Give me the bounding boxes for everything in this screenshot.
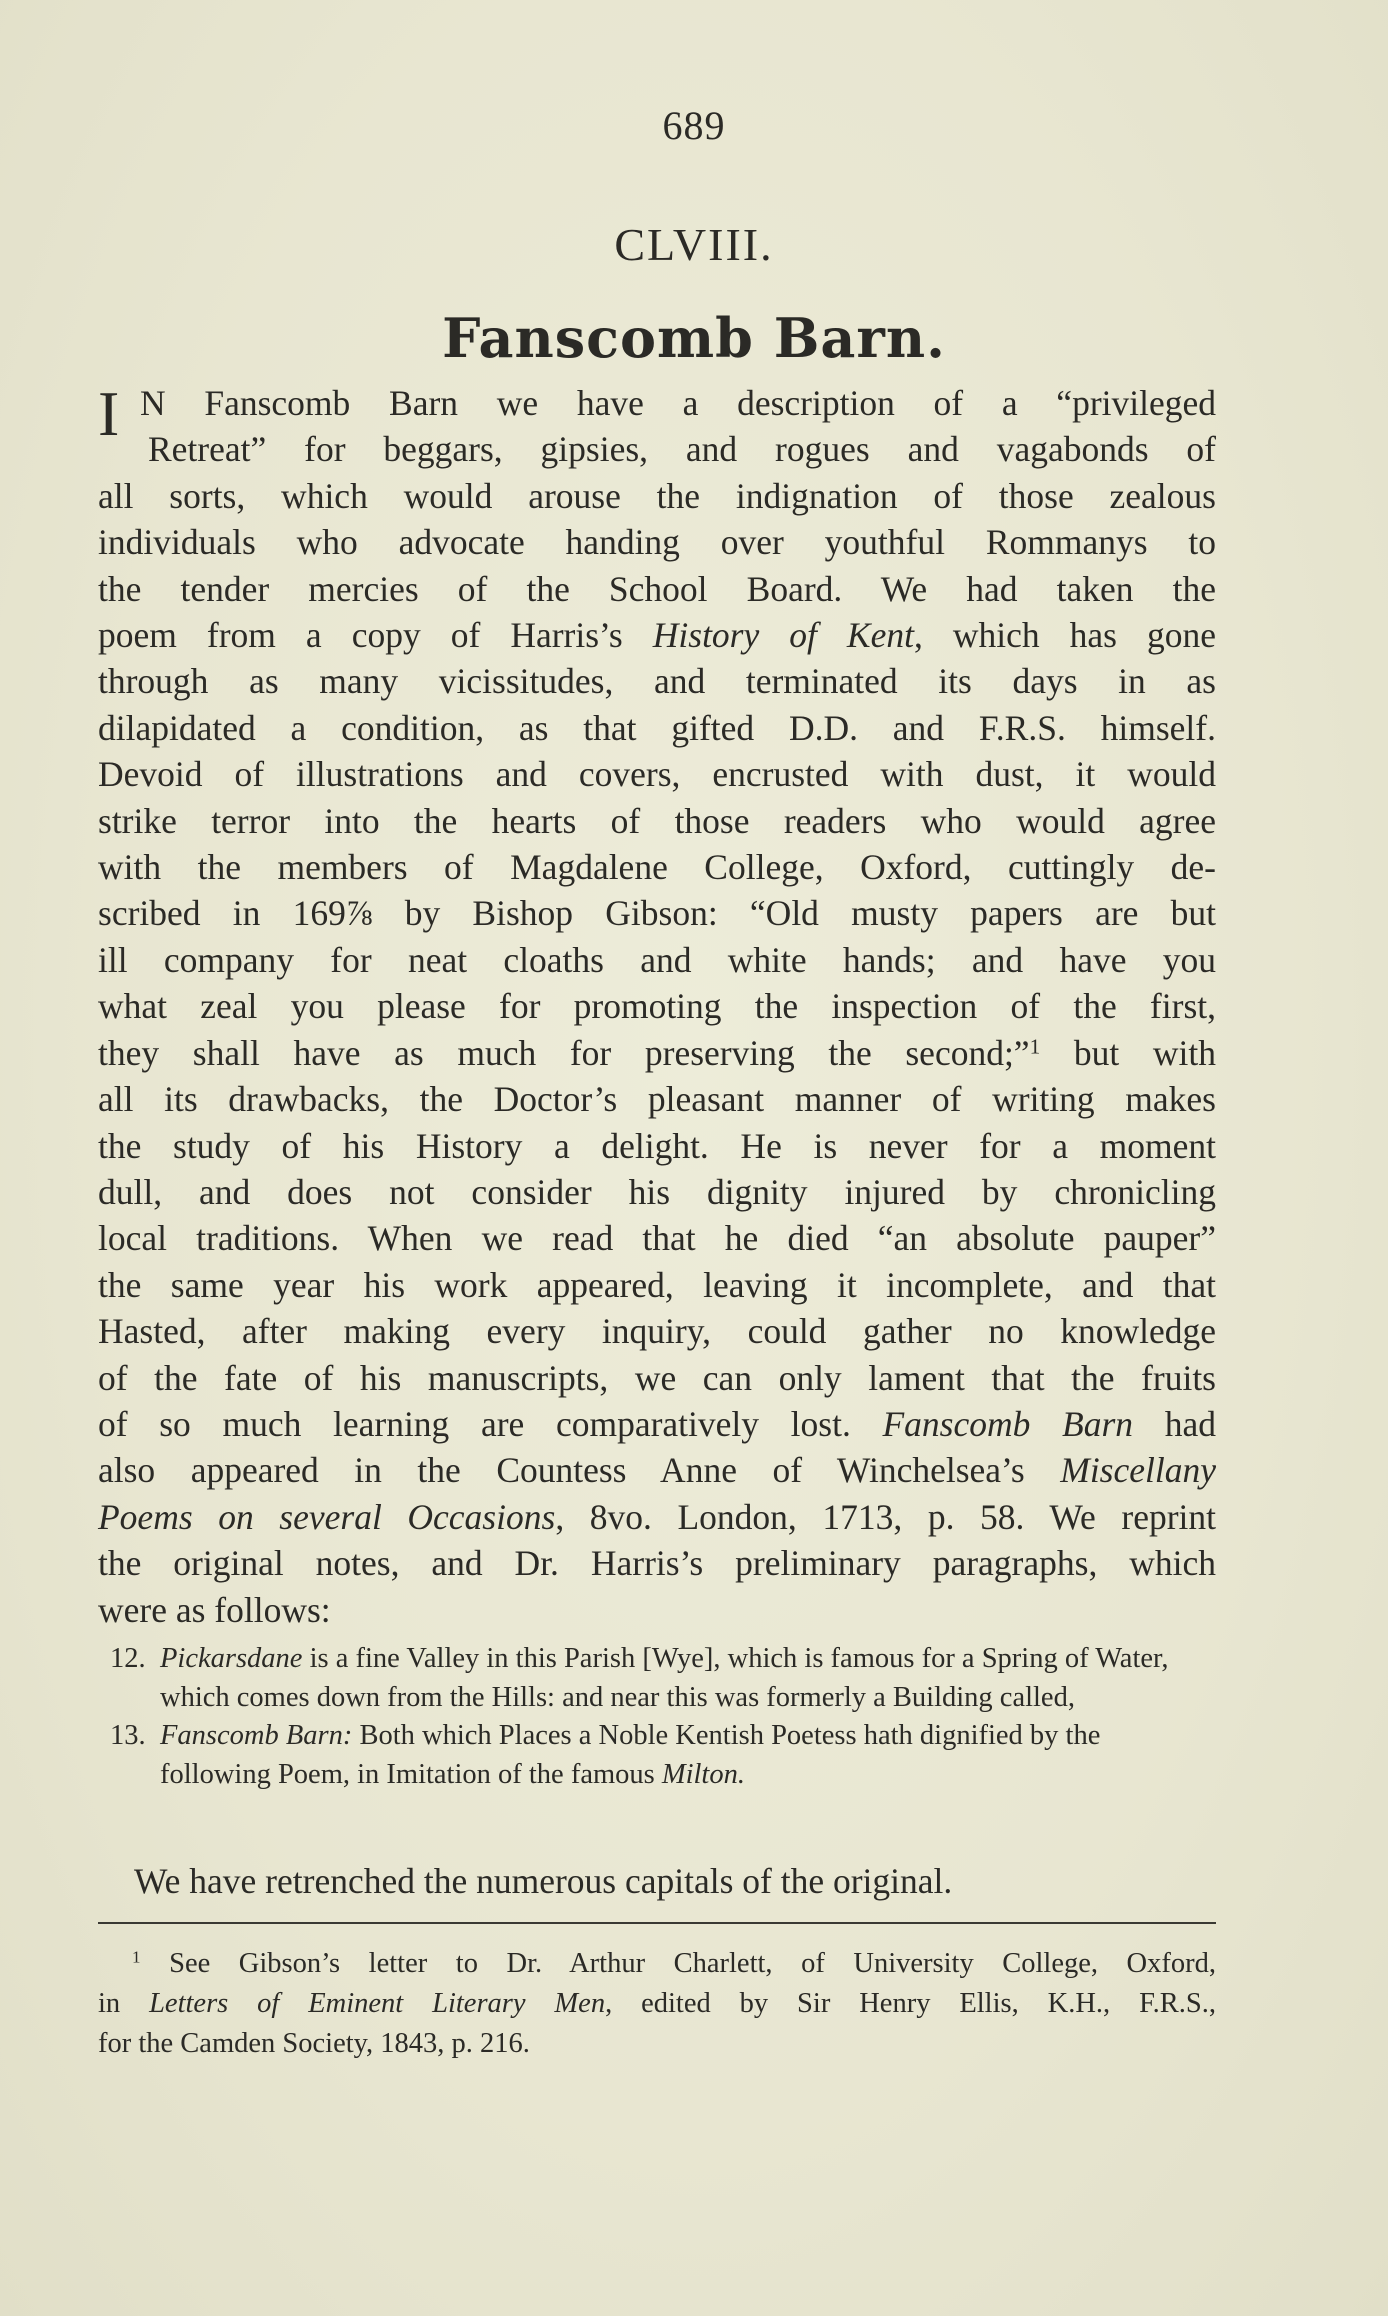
note-text: is a fine Valley in this Parish [Wye], which is famous for a Spring of Water, which comes down from the Hills: and near this was formerly a Building called,: [160, 1643, 1169, 1713]
text-line: [98, 612, 1216, 658]
text-run: , 8vo. London, 1713, p. 58. We reprint: [555, 1496, 1216, 1537]
book-title-miscellany: Miscellany: [1060, 1450, 1216, 1491]
closing-line: We have retrenched the numerous capitals of the original.: [134, 1861, 953, 1901]
footnote-line: [98, 1984, 1216, 2024]
note-item: [110, 1640, 1216, 1717]
text-line: dull, and does not consider his dignity injured by chronicling: [98, 1171, 1216, 1212]
text-line: scribed in 169⅞ by Bishop Gibson: “Old musty papers are but: [98, 893, 1216, 934]
note-term: Fanscomb Barn:: [160, 1720, 353, 1751]
note-term: Pickarsdane: [160, 1643, 303, 1674]
text-line: individuals who advocate handing over youthful Rommanys to: [98, 522, 1216, 563]
text-line: the original notes, and Dr. Harris’s preliminary paragraphs, which: [98, 1543, 1216, 1584]
text-run: , edited by Sir Henry Ellis, K.H., F.R.S.,: [605, 1988, 1217, 2019]
footnote-line: for the Camden Society, 1843, p. 216.: [98, 2028, 530, 2059]
chapter-number: CLVIII.: [614, 219, 774, 270]
text-line: the study of his History a delight. He is never for a moment: [98, 1125, 1216, 1166]
text-run: of so much learning are comparatively lost.: [98, 1403, 883, 1444]
text-line: of the fate of his manuscripts, we can only lament that the fruits: [98, 1357, 1216, 1398]
text-run: they shall have as much for preserving the second;”: [98, 1032, 1030, 1073]
text-run: in: [98, 1988, 150, 2019]
text-line: [98, 1447, 1216, 1493]
book-title-poems: Poems on several Occasions: [98, 1496, 556, 1537]
text-run: but with: [1040, 1032, 1216, 1073]
footnote-ref: 1: [1029, 1033, 1041, 1058]
poem-title: Fanscomb Barn: [882, 1403, 1134, 1444]
text-line: what zeal you please for promoting the inspection of the first,: [98, 986, 1216, 1027]
text-line: [98, 1030, 1216, 1076]
note-text: Both which Places a Noble Kentish Poetess hath dignified by the following Poem, in Imitation of the famous: [160, 1720, 1101, 1790]
footnote-line: [98, 1944, 1216, 1984]
text-line: through as many vicissitudes, and terminated its days in as: [98, 661, 1216, 702]
text-run: had: [1133, 1403, 1216, 1444]
text-line: ill company for neat cloaths and white hands; and have you: [98, 939, 1216, 980]
note-item: [110, 1717, 1216, 1794]
note-number: 12.: [110, 1643, 146, 1674]
text-line: all its drawbacks, the Doctor’s pleasant manner of writing makes: [98, 1079, 1216, 1120]
text-line: [98, 1401, 1216, 1447]
page-number: 689: [662, 103, 726, 148]
note-term-end: Milton.: [661, 1758, 745, 1790]
text-run: See Gibson’s letter to Dr. Arthur Charlett, of University College, Oxford,: [140, 1948, 1216, 1979]
text-line: strike terror into the hearts of those readers who would agree: [98, 800, 1216, 841]
book-title-letters: Letters of Eminent Literary Men: [149, 1988, 606, 2019]
drop-cap: I: [98, 378, 120, 449]
chapter-title: Fanscomb Barn.: [442, 306, 946, 370]
body-paragraph: [98, 380, 1216, 1633]
text-line: the tender mercies of the School Board. We had taken the: [98, 568, 1216, 609]
text-run: also appeared in the Countess Anne of Winchelsea’s: [98, 1450, 1061, 1491]
text-line: [98, 1494, 1216, 1540]
text-line: dilapidated a condition, as that gifted D.D. and F.R.S. himself.: [98, 707, 1216, 748]
text-line: all sorts, which would arouse the indignation of those zealous: [98, 475, 1216, 516]
footnote: [98, 1944, 1216, 2064]
footnote-divider: [98, 1922, 1216, 1924]
text-run: poem from a copy of Harris’s: [98, 615, 653, 656]
text-line: with the members of Magdalene College, Oxford, cuttingly de-: [98, 847, 1216, 888]
text-line: the same year his work appeared, leaving it incomplete, and that: [98, 1264, 1216, 1305]
book-title-history-of-kent: History of Kent: [652, 615, 914, 656]
text-line: were as follows:: [98, 1589, 331, 1630]
text-run: , which has gone: [913, 615, 1216, 656]
text-line: local traditions. When we read that he died “an absolute pauper”: [98, 1218, 1216, 1259]
text-line: N Fanscomb Barn we have a description of a “privileged: [140, 383, 1216, 423]
text-line: Hasted, after making every inquiry, could gather no knowledge: [98, 1311, 1216, 1352]
note-number: 13.: [110, 1720, 146, 1751]
text-line: Retreat” for beggars, gipsies, and rogues and vagabonds of: [148, 429, 1216, 470]
footnote-marker: 1: [132, 1947, 141, 1967]
text-line: Devoid of illustrations and covers, encrusted with dust, it would: [98, 754, 1216, 795]
original-notes: [110, 1640, 1216, 1794]
